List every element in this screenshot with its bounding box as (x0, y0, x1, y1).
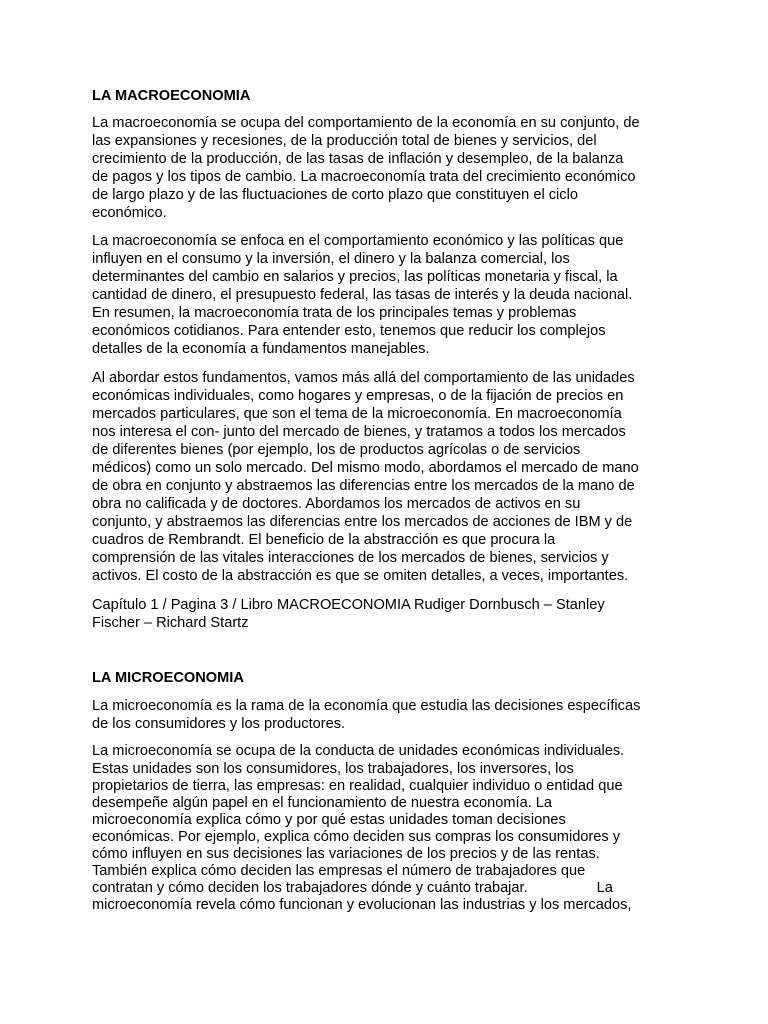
text-line: contratan y cómo deciden los trabajadores dónde y cuánto trabajar. La (92, 880, 613, 896)
text-line: de los consumidores y los productores. (92, 716, 346, 732)
text-line: cuadros de Rembrandt. El beneficio de la abstracción es que procura la (92, 532, 556, 548)
text-line: económicos cotidianos. Para entender esto, tenemos que reducir los complejos (92, 323, 606, 339)
text-line: La microeconomía es la rama de la economía que estudia las decisiones específicas (92, 698, 641, 714)
text-line: mercados particulares, que son el tema de la microeconomía. En macroeconomía (92, 406, 622, 422)
text-line: de pagos y los tipos de cambio. La macroeconomía trata del crecimiento económico (92, 169, 636, 185)
text-line: de diferentes bienes (por ejemplo, los de productos agrícolas o de servicios (92, 442, 581, 458)
text-line: La macroeconomía se enfoca en el comportamiento económico y las políticas que (92, 233, 624, 249)
text-line: determinantes del cambio en salarios y precios, las políticas monetaria y fiscal, la (92, 269, 618, 285)
text-line: obra no calificada y de doctores. Abordamos los mercados de activos en su (92, 496, 581, 512)
text-line: La microeconomía se ocupa de la conducta de unidades económicas individuales. (92, 743, 625, 759)
text-line: desempeñe algún papel en el funcionamiento de nuestra economía. La (92, 795, 553, 811)
text-line: cómo influyen en sus decisiones las variaciones de los precios y de las rentas. (92, 846, 600, 862)
text-line: propietarios de tierra, las empresas: en realidad, cualquier individuo o entidad que (92, 778, 623, 794)
text-line: Al abordar estos fundamentos, vamos más allá del comportamiento de las unidades (92, 370, 635, 386)
text-line: económicas individuales, como hogares y empresas, o de la fijación de precios en (92, 388, 624, 404)
text-line: de obra en conjunto y abstraemos las diferencias entre los mercados de la mano de (92, 478, 635, 494)
text-line: crecimiento de la producción, de las tasas de inflación y desempleo, de la balanza (92, 151, 624, 167)
text-line: económico. (92, 205, 167, 221)
section-heading-microeconomia: LA MICROECONOMIA (92, 670, 244, 686)
text-line: En resumen, la macroeconomía trata de los principales temas y problemas (92, 305, 577, 321)
text-line: médicos) como un solo mercado. Del mismo modo, abordamos el mercado de mano (92, 460, 639, 476)
text-line: comprensión de las vitales interacciones de los mercados de bienes, servicios y (92, 550, 609, 566)
text-line: También explica cómo deciden las empresas el número de trabajadores que (92, 863, 586, 879)
text-line: activos. El costo de la abstracción es que se omiten detalles, a veces, importantes. (92, 568, 629, 584)
text-line: La macroeconomía se ocupa del comportamiento de la economía en su conjunto, de (92, 115, 640, 131)
text-line: microeconomía explica cómo y por qué estas unidades toman decisiones (92, 812, 566, 828)
text-line: cantidad de dinero, el presupuesto federal, las tasas de interés y la deuda nacional. (92, 287, 633, 303)
text-line: conjunto, y abstraemos las diferencias entre los mercados de acciones de IBM y de (92, 514, 633, 530)
text-line: Capítulo 1 / Pagina 3 / Libro MACROECONOMIA Rudiger Dornbusch – Stanley (92, 597, 605, 613)
text-line: económicas. Por ejemplo, explica cómo deciden sus compras los consumidores y (92, 829, 621, 845)
text-line: influyen en el consumo y la inversión, el dinero y la balanza comercial, los (92, 251, 570, 267)
text-line: las expansiones y recesiones, de la producción total de bienes y servicios, del (92, 133, 597, 149)
text-line: de largo plazo y de las fluctuaciones de corto plazo que constituyen el ciclo (92, 187, 578, 203)
text-line: Fischer – Richard Startz (92, 615, 249, 631)
text-line: detalles de la economía a fundamentos manejables. (92, 341, 430, 357)
text-line: nos interesa el con- junto del mercado de bienes, y tratamos a todos los mercados (92, 424, 626, 440)
text-line: Estas unidades son los consumidores, los trabajadores, los inversores, los (92, 761, 574, 777)
section-heading-macroeconomia: LA MACROECONOMIA (92, 88, 251, 104)
text-line: microeconomía revela cómo funcionan y evolucionan las industrias y los mercados, (92, 897, 632, 913)
